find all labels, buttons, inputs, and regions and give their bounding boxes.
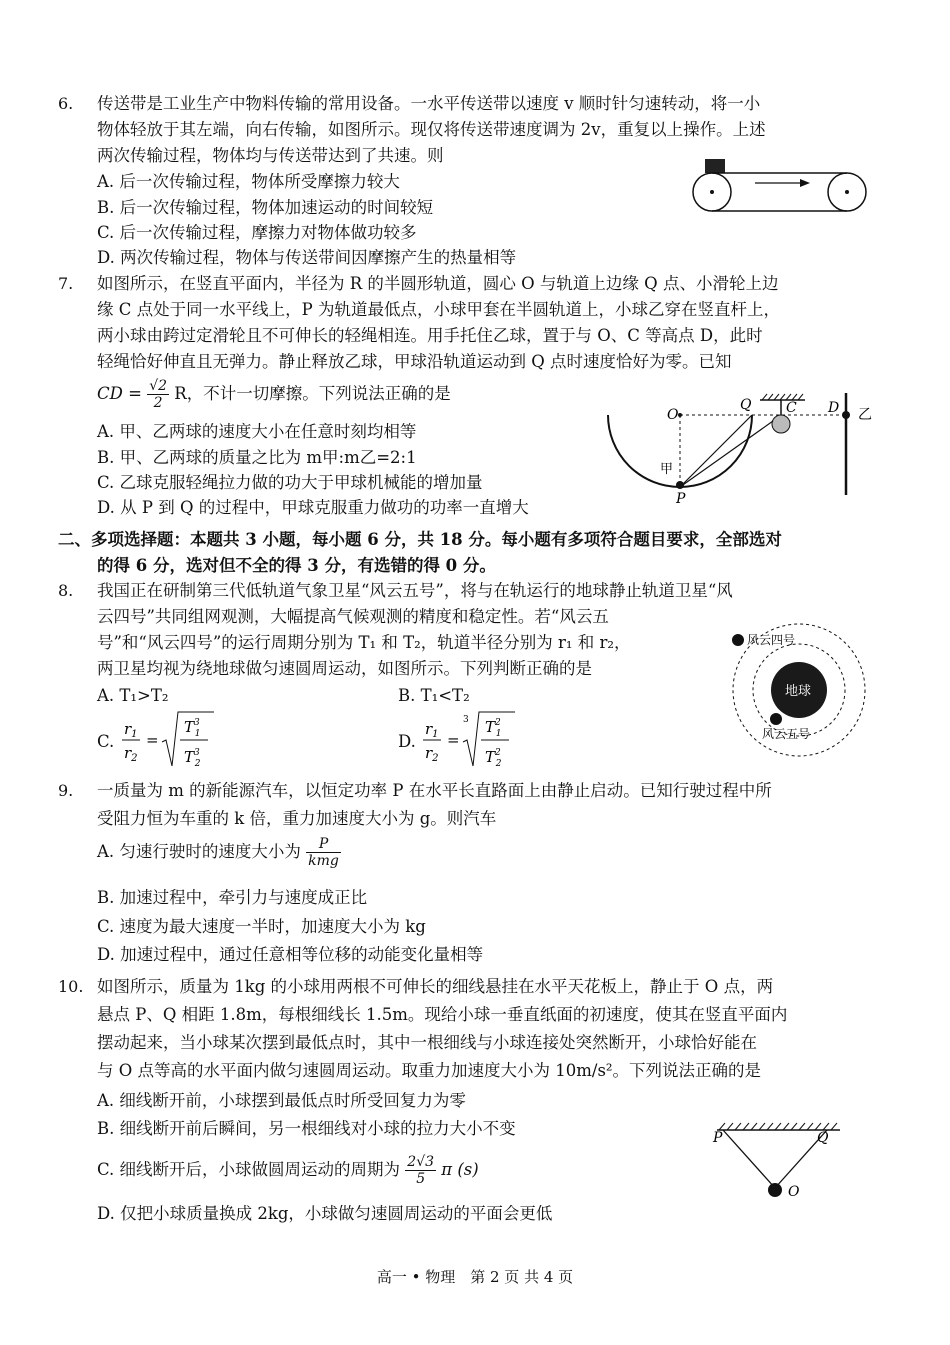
q6-line-1: 传送带是工业生产中物料传输的常用设备。一水平传送带以速度 v 顺时针匀速转动，将一小 [97, 94, 761, 113]
fig8-sat4-label: 风云四号 [747, 633, 796, 647]
q7-line-2: 缘 C 点处于同一水平线上，P 为轨道最低点，小球甲套在半圆轨道上，小球乙穿在竖直杆上， [97, 300, 780, 319]
svg-text:T32: $T^3$ 2 [184, 748, 201, 769]
svg-text:T31: $T^3$ 1 [184, 718, 201, 739]
q7-line-5 [97, 374, 451, 414]
q9-line-1: 一质量为 m 的新能源汽车，以恒定功率 P 在水平长直路面上由静止启动。已知行驶过程中所 [97, 781, 772, 800]
q9-option-a-numerator: P [306, 836, 341, 853]
q8-number: 8. [58, 581, 74, 600]
q8-option-b: B. T₁<T₂ [398, 686, 470, 705]
svg-text:r2: $r_2$ [124, 744, 138, 764]
q8-option-c [97, 732, 114, 752]
q7-cd-prefix: CD = [97, 384, 142, 403]
q7-option-c: C. 乙球克服轻绳拉力做的功大于甲球机械能的增加量 [97, 473, 483, 492]
page-footer: 高一 • 物理 第 2 页 共 4 页 [376, 1268, 574, 1286]
q10-option-c [97, 1150, 479, 1190]
q10-line-1: 如图所示，质量为 1kg 的小球用两根不可伸长的细线悬挂在水平天花板上，静止于 O 点，两 [97, 977, 774, 996]
q6-number: 6. [58, 94, 74, 113]
q10-option-c-fraction [405, 1154, 436, 1187]
fig7-label-d: D [828, 400, 840, 416]
q7-option-a: A. 甲、乙两球的速度大小在任意时刻均相等 [97, 422, 417, 441]
q10-option-c-denominator: 5 [416, 1171, 426, 1187]
svg-text:T22: $T^2$ 2 [485, 748, 502, 769]
fig10-label-q: Q [817, 1130, 829, 1146]
fig7-label-c: C [786, 400, 797, 416]
q8-option-a: A. T₁>T₂ [97, 686, 169, 705]
q7-cd-suffix: R，不计一切摩擦。下列说法正确的是 [174, 384, 451, 403]
q8-option-c-formula [120, 708, 220, 772]
svg-text:T21: $T^2$ 1 [485, 718, 502, 739]
fig8-sat5-label: 风云五号 [762, 727, 811, 741]
q9-line-2: 受阻力恒为车重的 k 倍，重力加速度大小为 g。则汽车 [97, 809, 497, 828]
q8-line-3: 号”和“风云四号”的运行周期分别为 T₁ 和 T₂，轨道半径分别为 r₁ 和 r₂， [97, 633, 631, 652]
svg-text:r1: $r_1$ [124, 720, 138, 740]
q10-option-c-suffix: π (s) [441, 1160, 479, 1179]
q10-line-4: 与 O 点等高的水平面内做匀速圆周运动。取重力加速度大小为 10m/s²。下列说法正确的是 [97, 1061, 762, 1080]
q9-option-a-denominator: kmg [308, 853, 339, 869]
q9-option-b: B. 加速过程中，牵引力与速度成正比 [97, 888, 368, 907]
q8-option-d [398, 732, 416, 752]
q6-option-b: B. 后一次传输过程，物体加速运动的时间较短 [97, 198, 434, 217]
q7-line-4: 轻绳恰好伸直且无弹力。静止释放乙球，甲球沿轨道运动到 Q 点时速度恰好为零。已知 [97, 352, 732, 371]
q7-cd-numerator: √2 [149, 378, 168, 394]
q9-number: 9. [58, 781, 74, 800]
fig8-earth-label: 地球 [785, 684, 812, 699]
svg-text:=: = [146, 731, 159, 749]
section-2-heading: 二、多项选择题：本题共 3 小题，每小题 6 分，共 18 分。每小题有多项符合题目要求，全部选对 [58, 530, 782, 549]
q10-option-c-numerator: 2√3 [407, 1154, 435, 1170]
svg-text:3: 3 [463, 715, 469, 725]
fig10-label-o: O [788, 1184, 800, 1200]
q8-line-2: 云四号”共同组网观测，大幅提高气候观测的精度和稳定性。若“风云五 [97, 607, 609, 626]
fig7-label-yi: 乙 [858, 407, 872, 423]
svg-text:r2: $r_2$ [425, 744, 439, 764]
svg-text:r1: $r_1$ [425, 720, 439, 740]
q10-line-2: 悬点 P、Q 相距 1.8m，每根细线长 1.5m。现给小球一垂直纸面的初速度，使其在竖直平面内 [97, 1005, 788, 1024]
q10-line-3: 摆动起来，当小球某次摆到最低点时，其中一根细线与小球连接处突然断开，小球恰好能在 [97, 1033, 757, 1052]
fig10-label-p: P [713, 1130, 723, 1146]
q7-line-1: 如图所示，在竖直平面内，半径为 R 的半圆形轨道，圆心 O 与轨道上边缘 Q 点、小滑轮上边 [97, 274, 779, 293]
q9-option-a-fraction [306, 836, 341, 869]
q8-option-c-label: C. [97, 732, 115, 751]
q9-option-c: C. 速度为最大速度一半时，加速度大小为 kg [97, 917, 426, 936]
pendulum-two-strings-figure [705, 1118, 850, 1208]
conveyor-belt-figure [690, 155, 875, 215]
satellite-orbit-figure [712, 618, 877, 768]
q6-option-c: C. 后一次传输过程，摩擦力对物体做功较多 [97, 223, 417, 242]
q9-option-a [97, 832, 341, 872]
q7-cd-fraction [147, 378, 169, 411]
q8-line-4: 两卫星均视为绕地球做匀速圆周运动，如图所示。下列判断正确的是 [97, 659, 592, 678]
q6-option-a: A. 后一次传输过程，物体所受摩擦力较大 [97, 172, 400, 191]
q8-option-d-label: D. [398, 732, 416, 751]
q9-option-d: D. 加速过程中，通过任意相等位移的动能变化量相等 [97, 945, 484, 964]
q8-line-1: 我国正在研制第三代低轨道气象卫星“风云五号”，将与在轨运行的地球静止轨道卫星“风 [97, 581, 733, 600]
semicircle-track-figure [600, 385, 885, 510]
fig7-label-jia: 甲 [660, 462, 674, 477]
q8-option-d-formula [421, 708, 521, 772]
q7-cd-denominator: 2 [153, 395, 163, 411]
q10-number: 10. [58, 977, 84, 996]
q6-option-d: D. 两次传输过程，物体与传送带间因摩擦产生的热量相等 [97, 248, 517, 267]
svg-text:=: = [447, 731, 460, 749]
section-2-heading-cont: 的得 6 分，选对但不全的得 3 分，有选错的得 0 分。 [97, 556, 496, 575]
q10-option-a: A. 细线断开前，小球摆到最低点时所受回复力为零 [97, 1091, 466, 1110]
q7-option-d: D. 从 P 到 Q 的过程中，甲球克服重力做功的功率一直增大 [97, 498, 529, 517]
fig7-label-o: O [667, 407, 679, 423]
q10-option-b: B. 细线断开前后瞬间，另一根细线对小球的拉力大小不变 [97, 1119, 516, 1138]
fig7-label-p: P [676, 491, 686, 507]
q10-option-c-text: C. 细线断开后，小球做圆周运动的周期为 [97, 1160, 401, 1179]
q9-option-a-text: A. 匀速行驶时的速度大小为 [97, 842, 301, 861]
q7-option-b: B. 甲、乙两球的质量之比为 m甲:m乙=2:1 [97, 448, 417, 467]
q10-option-d: D. 仅把小球质量换成 2kg，小球做匀速圆周运动的平面会更低 [97, 1204, 553, 1223]
q6-line-3: 两次传输过程，物体均与传送带达到了共速。则 [97, 146, 444, 165]
q7-line-3: 两小球由跨过定滑轮且不可伸长的轻绳相连。用手托住乙球，置于与 O、C 等高点 D，此时 [97, 326, 763, 345]
q6-line-2: 物体轻放于其左端，向右传输，如图所示。现仅将传送带速度调为 2v，重复以上操作。上述 [97, 120, 766, 139]
fig7-label-q: Q [740, 397, 752, 413]
q7-number: 7. [58, 274, 74, 293]
